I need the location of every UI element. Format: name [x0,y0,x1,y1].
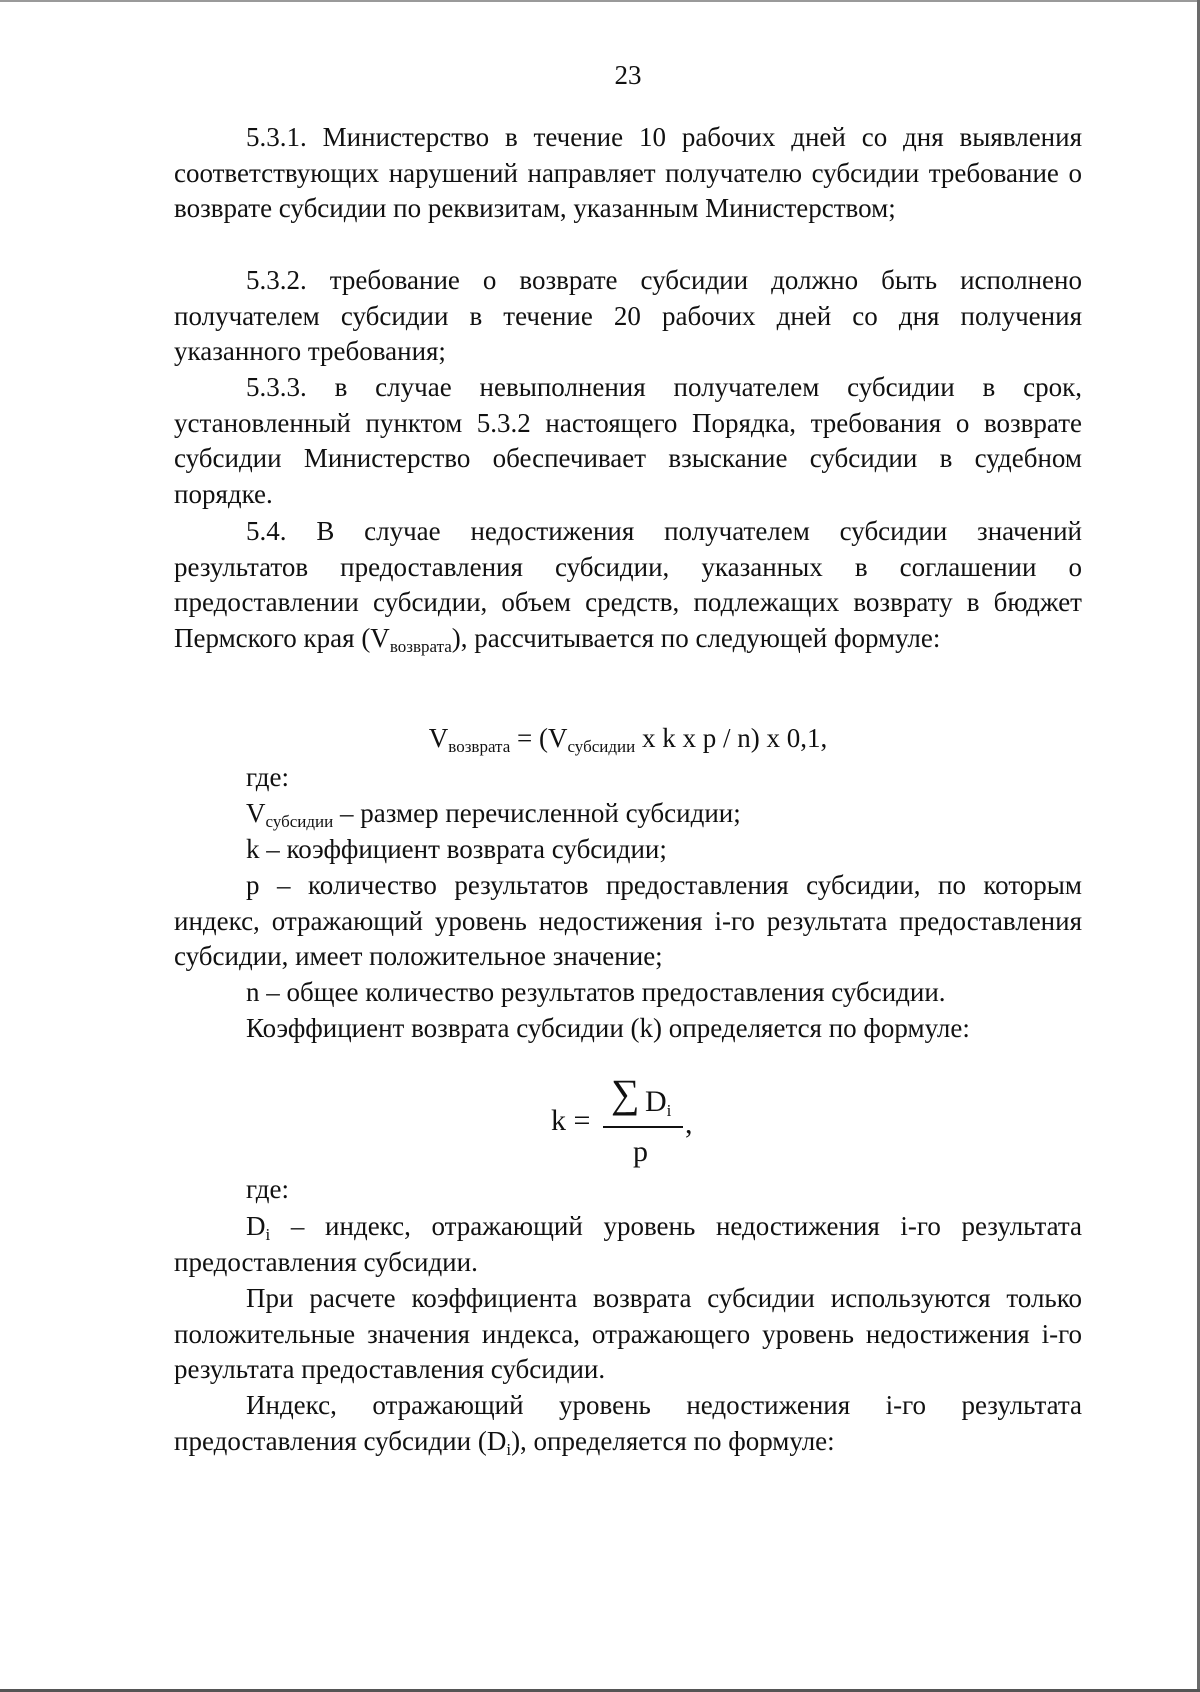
definition-p: p – количество результатов предоставления субсидии, по которым индекс, отражающий уровень недостижения i-го результата предоставления субсидии, имеет положительное значение; [174,870,1082,972]
formula-v-subsidy-sub: субсидии [567,737,636,756]
definition-v-symbol: V [246,798,266,828]
definition-d-text: – индекс, отражающий уровень недостижения i-го результата предоставления субсидии. [174,1211,1082,1277]
page-number: 23 [614,60,642,90]
definition-d-subscript: i [265,1225,271,1244]
formula-k-denominator: p [633,1135,648,1168]
scan-border-top [0,0,1200,2]
formula-k-lhs: k = [551,1104,591,1137]
clause-5-3-1: 5.3.1. Министерство в течение 10 рабочих дней со дня выявления соответствующих нарушений направляет получателю субсидии требование о возврате субсидии по реквизитам, указанным Министерством; [174,122,1082,224]
formula-k-d: D [645,1085,667,1118]
where-label-1: где: [246,762,289,792]
clause-5-4-text: 5.4. В случае недостижения получателем субсидии значений результатов предоставления субсидии, указанных в соглашении о предоставлении субсидии, объем средств, подлежащих возврату в бюджет Пермского края (V [174,516,1082,653]
formula-v-return-lhs: V [428,723,449,753]
definition-v-subscript: субсидии [265,812,334,831]
d-formula-intro-text: Индекс, отражающий уровень недостижения i-го результата предоставления субсидии (D [174,1390,1082,1456]
d-formula-intro-tail: ), определяется по формуле: [511,1425,835,1456]
definition-d-symbol: D [246,1211,266,1241]
k-formula-intro: Коэффициент возврата субсидии (k) определяется по формуле: [246,1013,970,1043]
formula-k-comma: , [685,1107,693,1140]
definition-v-text: – размер перечисленной субсидии; [333,798,741,828]
formula-v-return-lhs-sub: возврата [448,737,511,756]
clause-5-4 [174,514,1082,656]
definition-k: k – коэффициент возврата субсидии; [246,834,667,864]
d-formula-intro-sub: i [506,1439,512,1459]
clause-5-4-subscript: возврата [389,636,452,656]
note-positive-values: При расчете коэффициента возврата субсидии используются только положительные значения индекса, отражающего уровень недостижения i-го результата предоставления субсидии. [174,1283,1082,1385]
definition-v-subsidy [246,796,741,832]
where-label-2: где: [246,1174,289,1204]
clause-5-4-tail: ), рассчитывается по следующей формуле: [451,622,941,653]
formula-k-d-sub: i [666,1101,672,1120]
clause-5-3-3: 5.3.3. в случае невыполнения получателем субсидии в срок, установленный пунктом 5.3.2 настоящего Порядка, требования о возврате субсидии Министерство обеспечивает взыскание субсидии в судебном порядке. [174,372,1082,509]
sum-symbol: ∑ [611,1071,640,1116]
definition-d [174,1209,1082,1280]
d-formula-intro [174,1388,1082,1459]
formula-k [551,1070,751,1170]
formula-k-numerator [645,1084,671,1120]
fraction-bar [603,1126,683,1128]
definition-n: n – общее количество результатов предоставления субсидии. [246,977,946,1007]
formula-v-return [174,721,1082,757]
formula-v-return-rest: x k x p / n) x 0,1, [635,723,828,753]
formula-v-return-eq: = (V [510,723,568,753]
clause-5-3-2: 5.3.2. требование о возврате субсидии должно быть исполнено получателем субсидии в течение 20 рабочих дней со дня получения указанного требования; [174,265,1082,367]
formula-k-fraction [603,1071,683,1168]
